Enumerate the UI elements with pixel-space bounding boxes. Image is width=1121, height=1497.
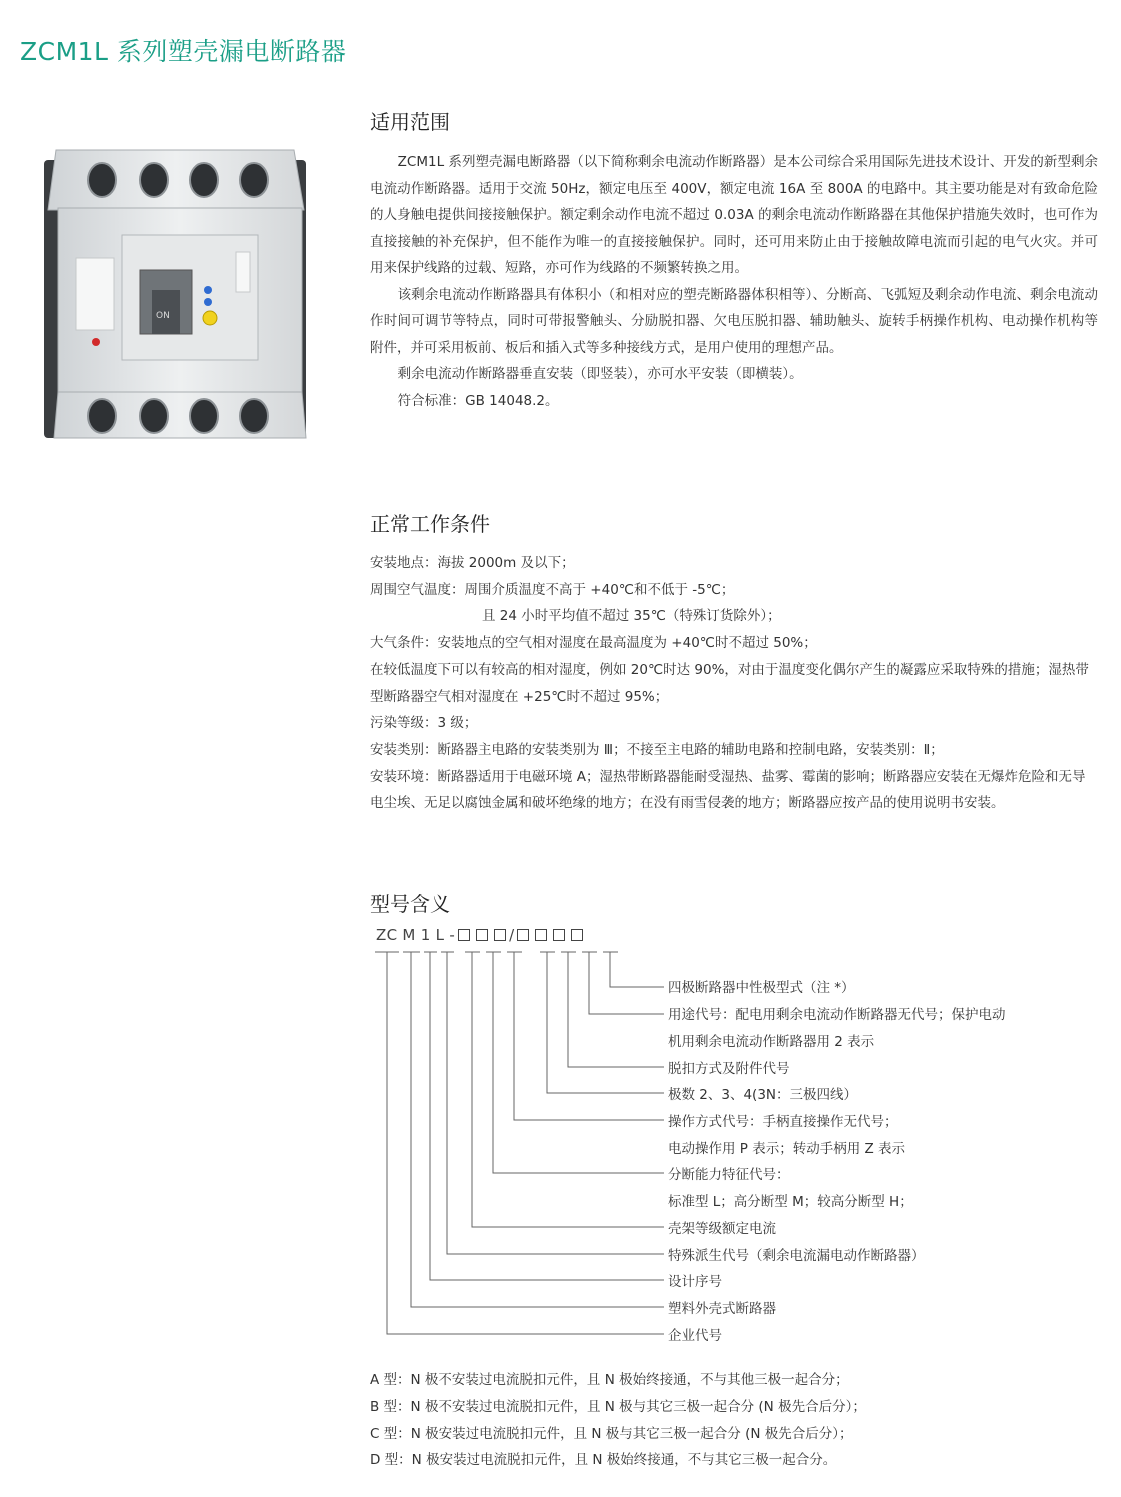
scope-paragraph-2: 该剩余电流动作断路器具有体积小（和相对应的塑壳断路器体积相等）、分断高、飞弧短及剩余动作电流、剩余电流动作时间可调节等特点，同时可带报警触头、分励脱扣器、欠电压脱扣器、辅助触头、旋转手柄操作机构、电动操作机构等附件，并可采用板前、板后和插入式等多种接线方式，是用户使用的理想产品。: [370, 286, 1098, 356]
legend-item: 标准型 L；高分断型 M；较高分断型 H；: [668, 1194, 913, 1210]
condition-line: 污染等级：3 级；: [370, 715, 478, 732]
condition-line: 周围空气温度：周围介质温度不高于 +40℃和不低于 -5℃；: [370, 581, 735, 598]
condition-line: 安装环境：断路器适用于电磁环境 A；湿热带断路器能耐受湿热、盐雾、霉菌的影响；断路器应安装在无爆炸危险和无导电尘埃、无足以腐蚀金属和破坏绝缘的地方；在没有雨雪侵袭的地方；断路器应按产品的使用说明书安装。: [370, 768, 1086, 812]
legend-item: 特殊派生代号（剩余电流漏电动作断路器）: [668, 1248, 925, 1264]
legend-item: 四极断路器中性极型式（注 *）: [668, 980, 855, 996]
model-code-slash: /: [509, 926, 515, 944]
legend-item: 脱扣方式及附件代号: [668, 1061, 790, 1077]
type-line: D 型：N 极安装过电流脱扣元件，且 N 极始终接通，不与其它三极一起合分。: [370, 1452, 837, 1469]
section-conditions-body: [370, 550, 1098, 817]
model-code-prefix: ZC M 1 L -: [376, 926, 456, 944]
type-line: B 型：N 极不安装过电流脱扣元件，且 N 极与其它三极一起合分 (N 极先合后分）；: [370, 1398, 866, 1415]
code-boxes-group-1: [455, 926, 509, 944]
section-scope-heading: 适用范围: [370, 110, 450, 134]
scope-paragraph-3: 剩余电流动作断路器垂直安装（即竖装），亦可水平安装（即横装）。: [397, 366, 803, 382]
type-line: C 型：N 极安装过电流脱扣元件，且 N 极与其它三极一起合分 (N 极先合后分）；: [370, 1425, 853, 1442]
model-code: [376, 926, 586, 944]
condition-line: 安装地点：海拔 2000m 及以下；: [370, 555, 575, 571]
circuit-breaker-product-photo: [36, 140, 336, 450]
scope-paragraph-4: 符合标准：GB 14048.2。: [397, 392, 559, 409]
legend-item: 分断能力特征代号：: [668, 1167, 790, 1183]
legend-item: 塑料外壳式断路器: [668, 1301, 776, 1317]
code-boxes-group-2: [514, 926, 586, 944]
type-line: A 型：N 极不安装过电流脱扣元件，且 N 极始终接通，不与其他三极一起合分；: [370, 1372, 849, 1388]
neutral-pole-types: [370, 1367, 866, 1474]
legend-item: 操作方式代号：手柄直接操作无代号；: [668, 1114, 898, 1130]
legend-item: 机用剩余电流动作断路器用 2 表示: [668, 1034, 875, 1050]
handle-label: ON: [156, 311, 170, 321]
condition-line: 安装类别：断路器主电路的安装类别为 Ⅲ；不接至主电路的辅助电路和控制电路，安装类别：Ⅱ；: [370, 741, 944, 758]
condition-line: 大气条件：安装地点的空气相对湿度在最高温度为 +40℃时不超过 50%；: [370, 635, 817, 652]
condition-line: 在较低温度下可以有较高的相对湿度，例如 20℃时达 90%，对由于温度变化偶尔产生的凝露应采取特殊的措施；湿热带型断路器空气相对湿度在 +25℃时不超过 95%；: [370, 661, 1089, 705]
section-scope-body: [370, 149, 1098, 414]
legend-item: 设计序号: [668, 1274, 722, 1290]
legend-item: 用途代号：配电用剩余电流动作断路器无代号；保护电动: [668, 1007, 1006, 1023]
legend-item: 电动操作用 P 表示；转动手柄用 Z 表示: [668, 1141, 906, 1157]
condition-line: 且 24 小时平均值不超过 35℃（特殊订货除外）；: [482, 608, 781, 625]
scope-paragraph-1: ZCM1L 系列塑壳漏电断路器（以下简称剩余电流动作断路器）是本公司综合采用国际先进技术设计、开发的新型剩余电流动作断路器。适用于交流 50Hz，额定电压至 400V，额定电流 16A 至 800A 的电路中。其主要功能是对有致命危险的人身触电提供间接接触保护。额定剩余动作电流不超过 0.03A 的剩余电流动作断路器在其他保护措施失效时，也可作为直接接触的补充保护，但不能作为唯一的直接接触保护。同时，还可用来防止由于接触故障电流而引起的电气火灾。并可用来保护线路的过载、短路，亦可作为线路的不频繁转换之用。: [370, 154, 1098, 276]
legend-item: 壳架等级额定电流: [668, 1221, 776, 1237]
legend-item: 企业代号: [668, 1328, 722, 1344]
section-model-heading: 型号含义: [370, 892, 450, 916]
legend-item: 极数 2、3、4(3N：三极四线）: [668, 1087, 858, 1103]
section-conditions-heading: 正常工作条件: [370, 512, 490, 536]
page-title: ZCM1L 系列塑壳漏电断路器: [20, 37, 347, 66]
